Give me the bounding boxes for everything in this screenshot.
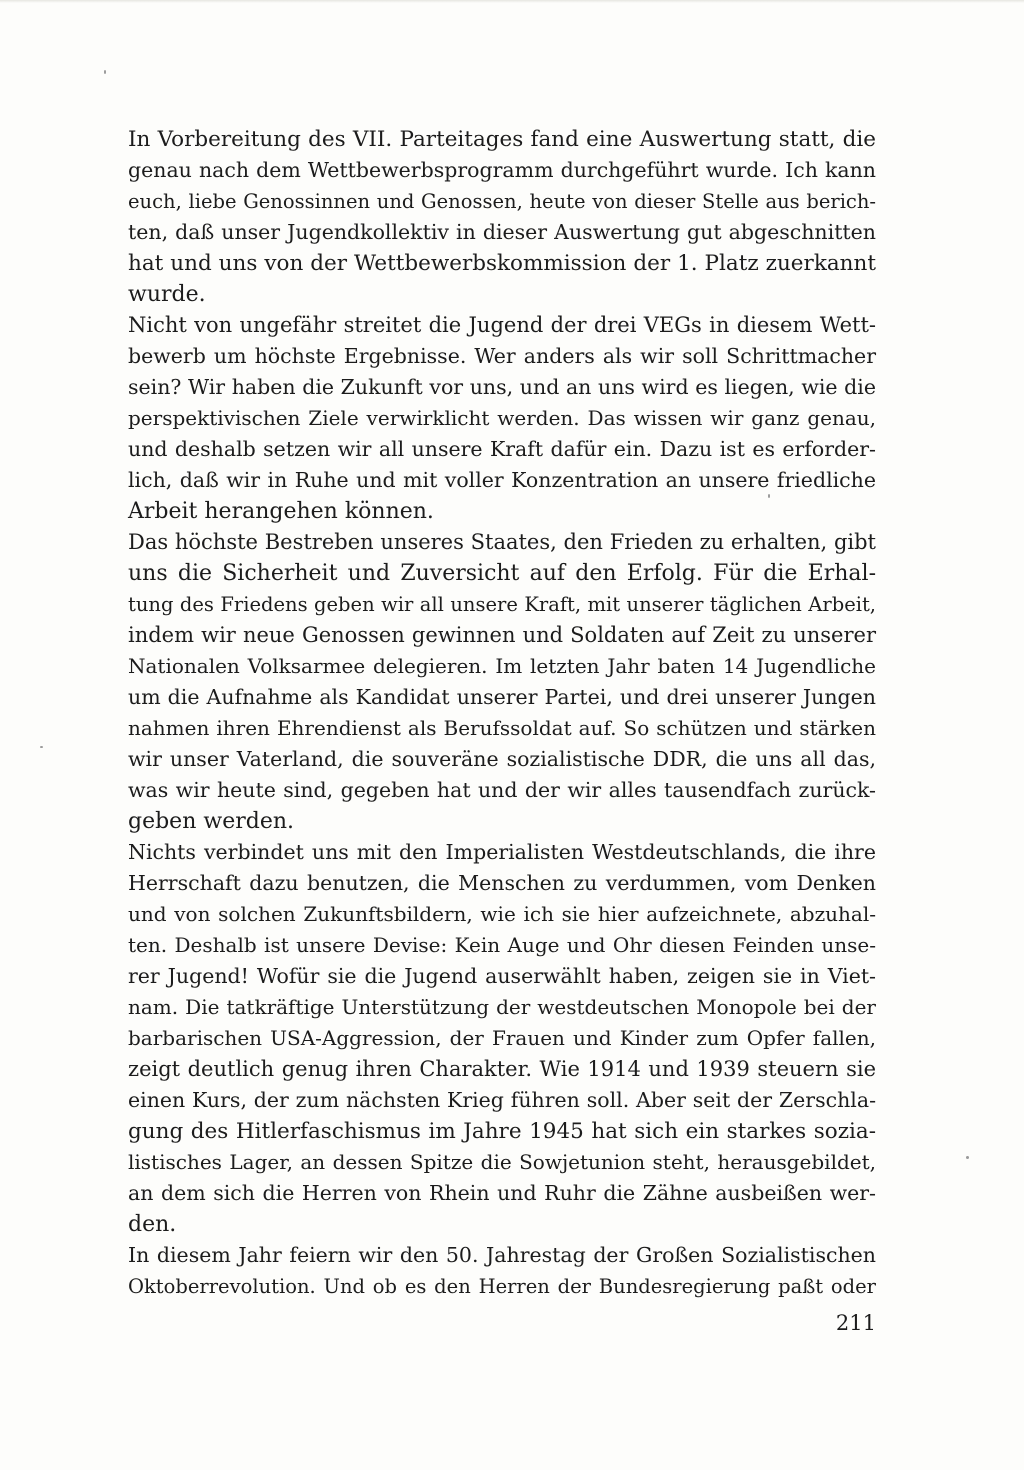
text-line: Herrschaft dazu benutzen, die Menschen zu verdummen, vom Denken [128, 871, 876, 895]
text-line: Nichts verbindet uns mit den Imperialisten Westdeutschlands, die ihre [128, 840, 876, 864]
text-line: und von solchen Zukunftsbildern, wie ich sie hier aufzeichnete, abzuhal- [128, 902, 876, 926]
text-line: nahmen ihren Ehrendienst als Berufssoldat auf. So schützen und stärken [128, 716, 876, 740]
text-line: einen Kurs, der zum nächsten Krieg führen soll. Aber seit der Zerschla- [128, 1088, 876, 1112]
text-line: Oktoberrevolution. Und ob es den Herren der Bundesregierung paßt oder [128, 1275, 876, 1298]
text-line: ten. Deshalb ist unsere Devise: Kein Auge und Ohr diesen Feinden unse- [128, 933, 876, 957]
text-line: indem wir neue Genossen gewinnen und Soldaten auf Zeit zu unserer [128, 623, 876, 647]
paragraph [128, 837, 876, 1240]
text-line: nam. Die tatkräftige Unterstützung der westdeutschen Monopole bei der [128, 995, 876, 1019]
text-line: was wir heute sind, gegeben hat und der wir alles tausendfach zurück- [128, 778, 876, 802]
paragraph [128, 310, 876, 527]
text-line: gung des Hitlerfaschismus im Jahre 1945 hat sich ein starkes sozia- [128, 1119, 876, 1144]
text-line: um die Aufnahme als Kandidat unserer Partei, und drei unserer Jungen [128, 685, 876, 709]
text-line: den. [128, 1212, 177, 1237]
text-line: Nationalen Volksarmee delegieren. Im letzten Jahr baten 14 Jugendliche [128, 654, 876, 678]
text-line: sein? Wir haben die Zukunft vor uns, und an uns wird es liegen, wie die [128, 375, 876, 399]
text-line: Das höchste Bestreben unseres Staates, den Frieden zu erhalten, gibt [128, 530, 876, 554]
text-line: rer Jugend! Wofür sie die Jugend auserwählt haben, zeigen sie in Viet- [128, 964, 876, 988]
text-line: perspektivischen Ziele verwirklicht werden. Das wissen wir ganz genau, [128, 406, 876, 430]
page-top-edge [0, 0, 1024, 3]
page-number: 211 [835, 1311, 876, 1335]
text-line: Nicht von ungefähr streitet die Jugend der drei VEGs in diesem Wett- [128, 313, 876, 337]
text-line: bewerb um höchste Ergebnisse. Wer anders als wir soll Schrittmacher [128, 344, 876, 368]
text-line: In diesem Jahr feiern wir den 50. Jahrestag der Großen Sozialistischen [128, 1243, 876, 1267]
paragraph [128, 527, 876, 837]
text-line: wir unser Vaterland, die souveräne sozialistische DDR, die uns all das, [128, 747, 876, 771]
text-line: hat und uns von der Wettbewerbskommission der 1. Platz zuerkannt [128, 251, 876, 276]
text-line: zeigt deutlich genug ihren Charakter. Wie 1914 und 1939 steuern sie [128, 1057, 876, 1081]
paragraph [128, 124, 876, 310]
text-line: ten, daß unser Jugendkollektiv in dieser Auswertung gut abgeschnitten [128, 220, 876, 244]
paragraph [128, 1240, 876, 1302]
scan-speck [768, 494, 770, 498]
scan-speck [966, 1156, 969, 1159]
text-line: uns die Sicherheit und Zuversicht auf den Erfolg. Für die Erhal- [128, 561, 876, 586]
text-line: und deshalb setzen wir all unsere Kraft dafür ein. Dazu ist es erforder- [128, 437, 876, 461]
text-line: an dem sich die Herren von Rhein und Ruhr die Zähne ausbeißen wer- [128, 1181, 876, 1205]
text-line: tung des Friedens geben wir all unsere Kraft, mit unserer täglichen Arbeit, [128, 593, 876, 616]
text-line: lich, daß wir in Ruhe und mit voller Konzentration an unsere friedliche [128, 468, 876, 492]
text-line: listisches Lager, an dessen Spitze die Sowjetunion steht, herausgebildet, [128, 1150, 876, 1174]
scan-speck [40, 746, 43, 748]
text-line: genau nach dem Wettbewerbsprogramm durchgeführt wurde. Ich kann [128, 158, 876, 182]
body-text [128, 124, 876, 1302]
text-line: Arbeit herangehen können. [128, 499, 434, 524]
text-line: In Vorbereitung des VII. Parteitages fand eine Auswertung statt, die [128, 127, 876, 152]
text-line: geben werden. [128, 809, 294, 834]
text-line: wurde. [128, 282, 206, 307]
text-line: barbarischen USA-Aggression, der Frauen und Kinder zum Opfer fallen, [128, 1026, 876, 1050]
text-line: euch, liebe Genossinnen und Genossen, heute von dieser Stelle aus berich- [128, 190, 876, 213]
scan-speck [104, 70, 106, 74]
